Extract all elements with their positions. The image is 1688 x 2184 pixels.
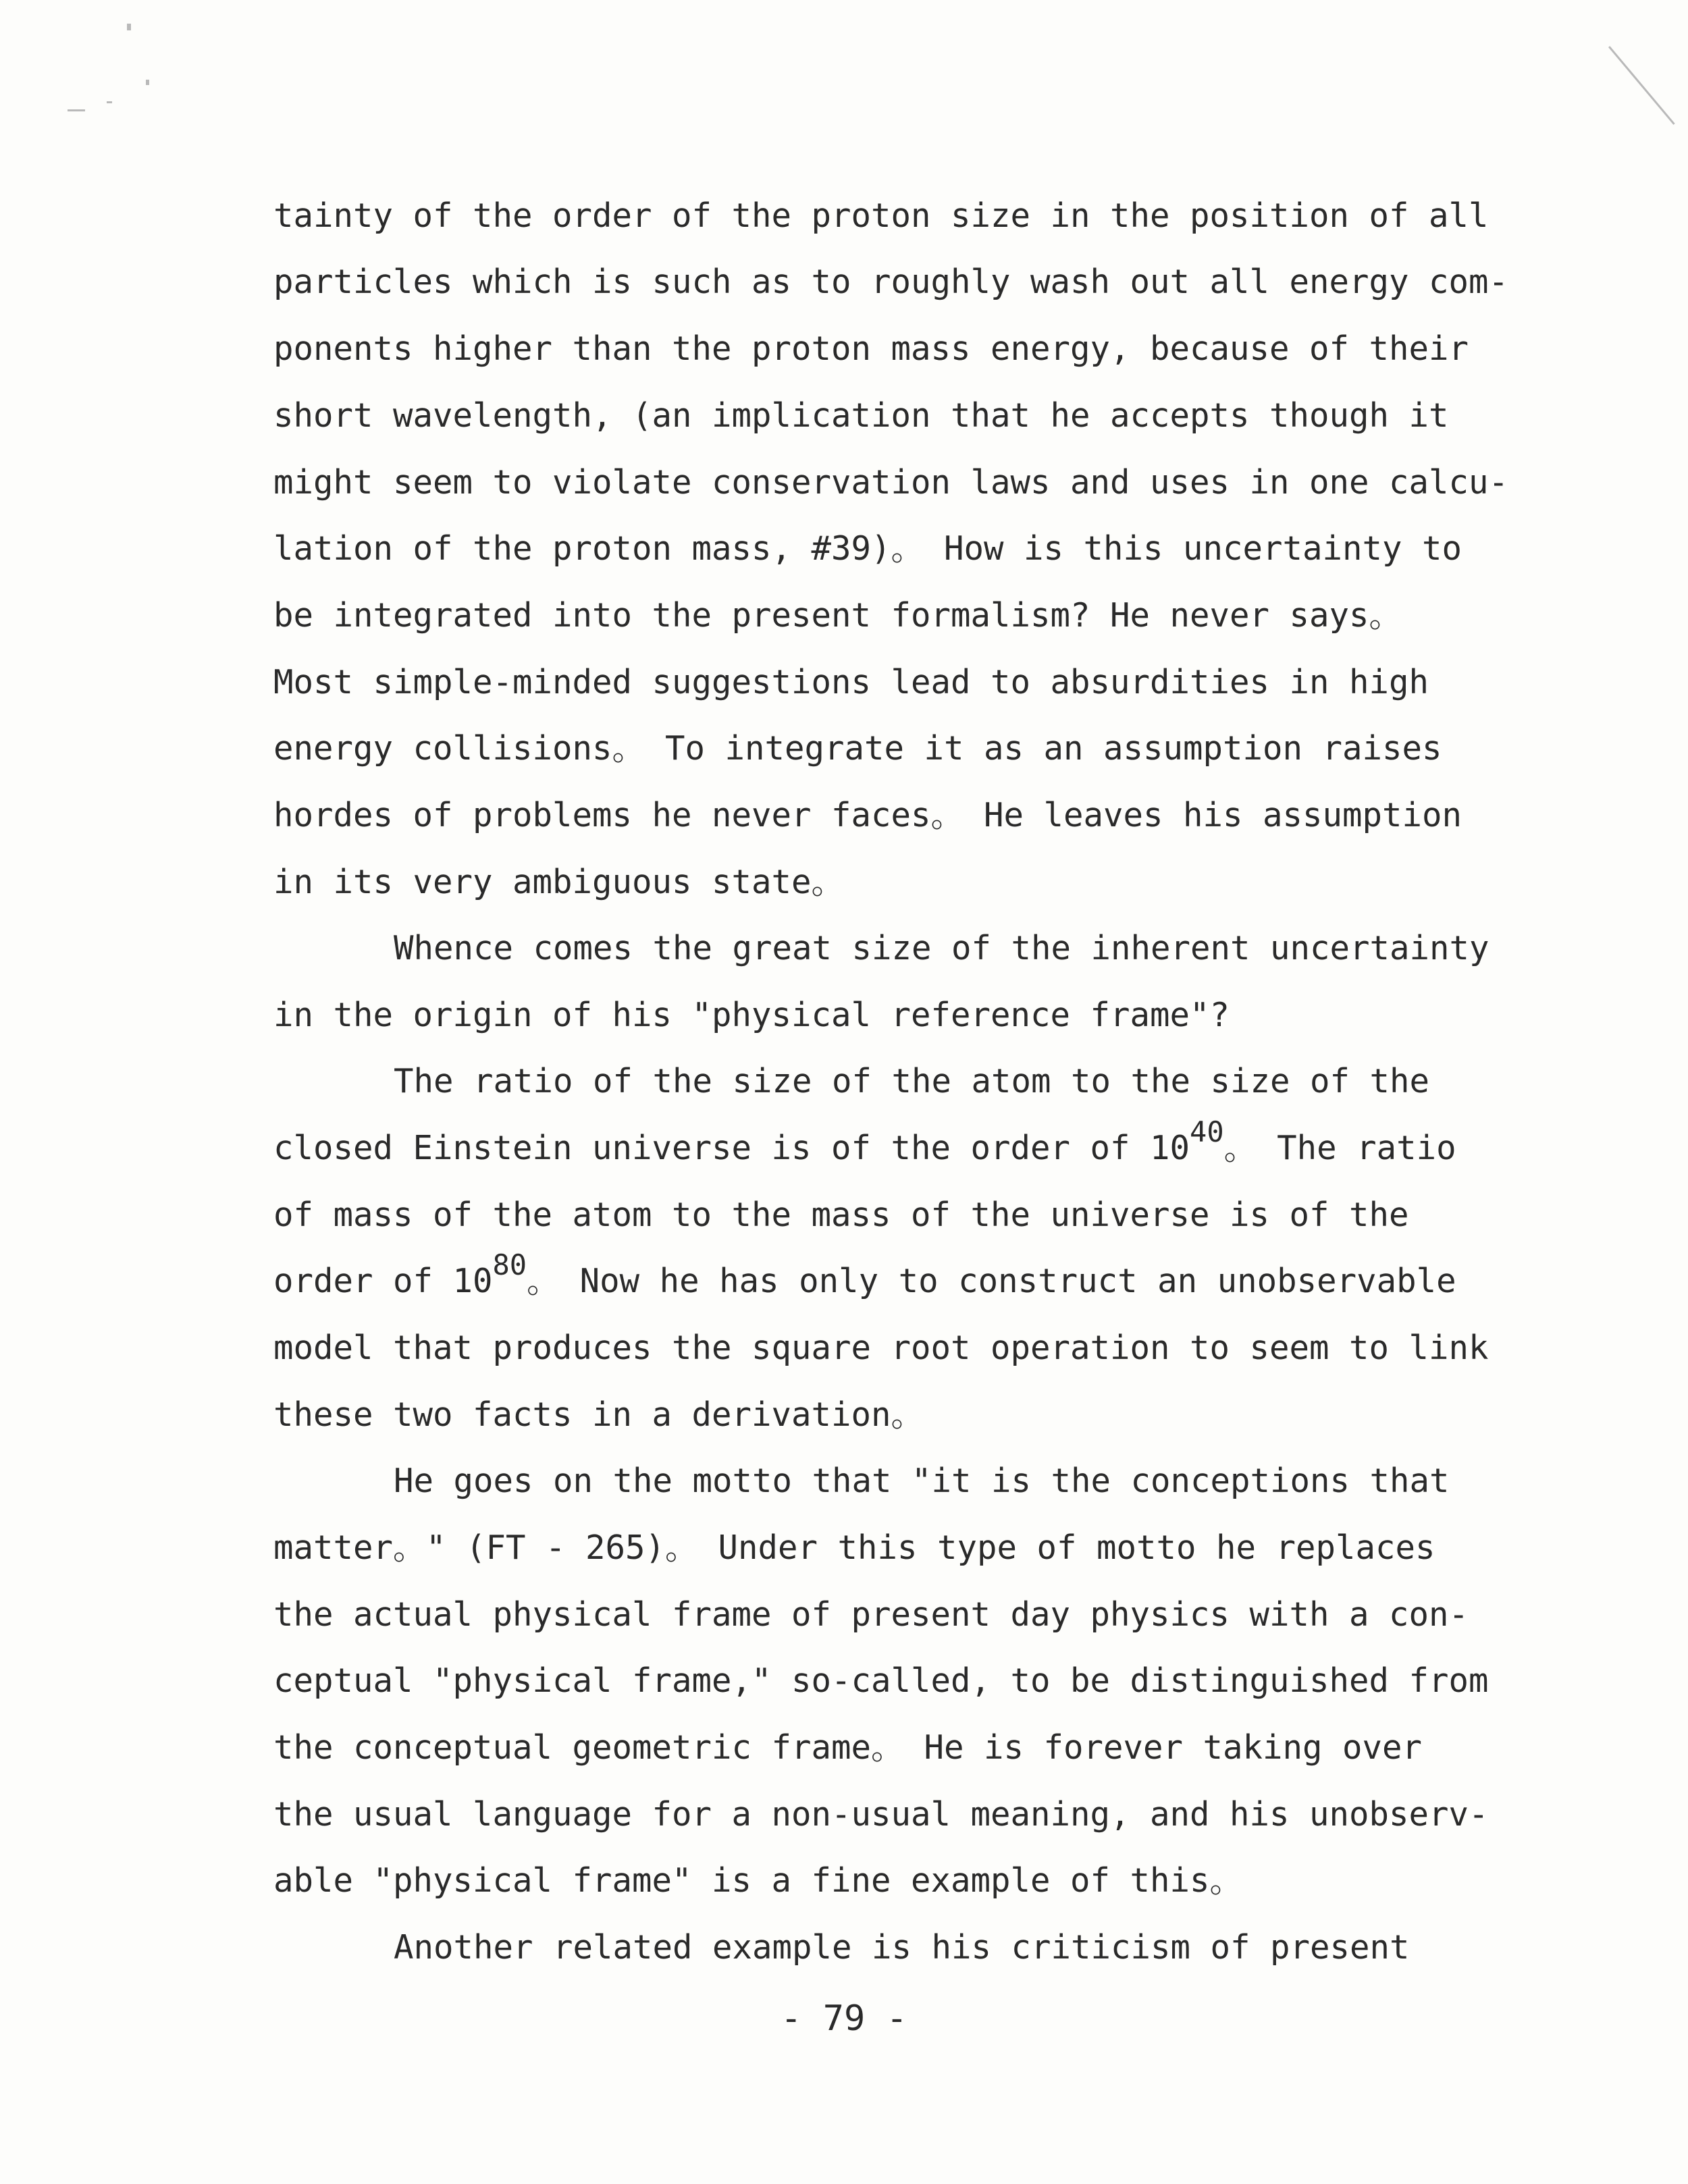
text-line: the actual physical frame of present day physics with a con- xyxy=(273,1595,1469,1634)
text-line: lation of the proton mass, #39)。 How is this uncertainty to xyxy=(273,529,1462,568)
scan-mark xyxy=(146,80,149,85)
text-line: might seem to violate conservation laws and uses in one calcu- xyxy=(273,463,1509,502)
text-line: ponents higher than the proton mass energy, because of their xyxy=(273,329,1469,368)
text-line-with-exponent xyxy=(273,1115,1456,1170)
text-line: be integrated into the present formalism? He never says。 xyxy=(273,596,1402,635)
text-line: in the origin of his "physical reference frame"? xyxy=(273,996,1230,1034)
text-line: energy collisions。 To integrate it as an assumption raises xyxy=(273,729,1442,768)
text-line: able "physical frame" is a fine example of this。 xyxy=(273,1861,1243,1900)
text-line: model that produces the square root operation to seem to link xyxy=(273,1329,1489,1367)
text-line-indented: Whence comes the great size of the inherent uncertainty xyxy=(394,929,1489,967)
text-line: short wavelength, (an implication that he accepts though it xyxy=(273,396,1449,435)
text-line-indented: The ratio of the size of the atom to the size of the xyxy=(394,1062,1430,1100)
text-span: 。 The ratio xyxy=(1223,1129,1456,1167)
text-line: the usual language for a non-usual meaning, and his unobserv- xyxy=(273,1795,1489,1834)
scan-mark xyxy=(68,109,85,111)
text-line: hordes of problems he never faces。 He leaves his assumption xyxy=(273,796,1462,834)
page-number: - 79 - xyxy=(781,1998,907,2039)
text-line: these two facts in a derivation。 xyxy=(273,1395,924,1434)
text-line: in its very ambiguous state。 xyxy=(273,863,845,901)
text-span: order of 10 xyxy=(273,1262,493,1300)
text-line-indented: He goes on the motto that "it is the conceptions that xyxy=(394,1462,1450,1500)
text-span: 。 Now he has only to construct an unobservable xyxy=(527,1262,1456,1300)
text-span: closed Einstein universe is of the order of 10 xyxy=(273,1129,1190,1167)
text-line: matter。" (FT - 265)。 Under this type of motto he replaces xyxy=(273,1528,1435,1567)
text-line: tainty of the order of the proton size in the position of all xyxy=(273,196,1489,235)
exponent-40: 40 xyxy=(1190,1115,1224,1148)
exponent-80: 80 xyxy=(492,1248,527,1281)
text-line-indented: Another related example is his criticism of present xyxy=(394,1928,1410,1967)
text-line: of mass of the atom to the mass of the universe is of the xyxy=(273,1196,1409,1234)
text-line-with-exponent xyxy=(273,1248,1456,1303)
text-line: particles which is such as to roughly wash out all energy com- xyxy=(273,263,1509,301)
scan-mark xyxy=(127,24,131,30)
scan-mark xyxy=(107,101,112,103)
text-line: ceptual "physical frame," so-called, to be distinguished from xyxy=(273,1661,1489,1700)
text-line: Most simple-minded suggestions lead to absurdities in high xyxy=(273,663,1429,701)
scan-mark xyxy=(1608,46,1675,125)
text-line: the conceptual geometric frame。 He is forever taking over xyxy=(273,1728,1423,1767)
